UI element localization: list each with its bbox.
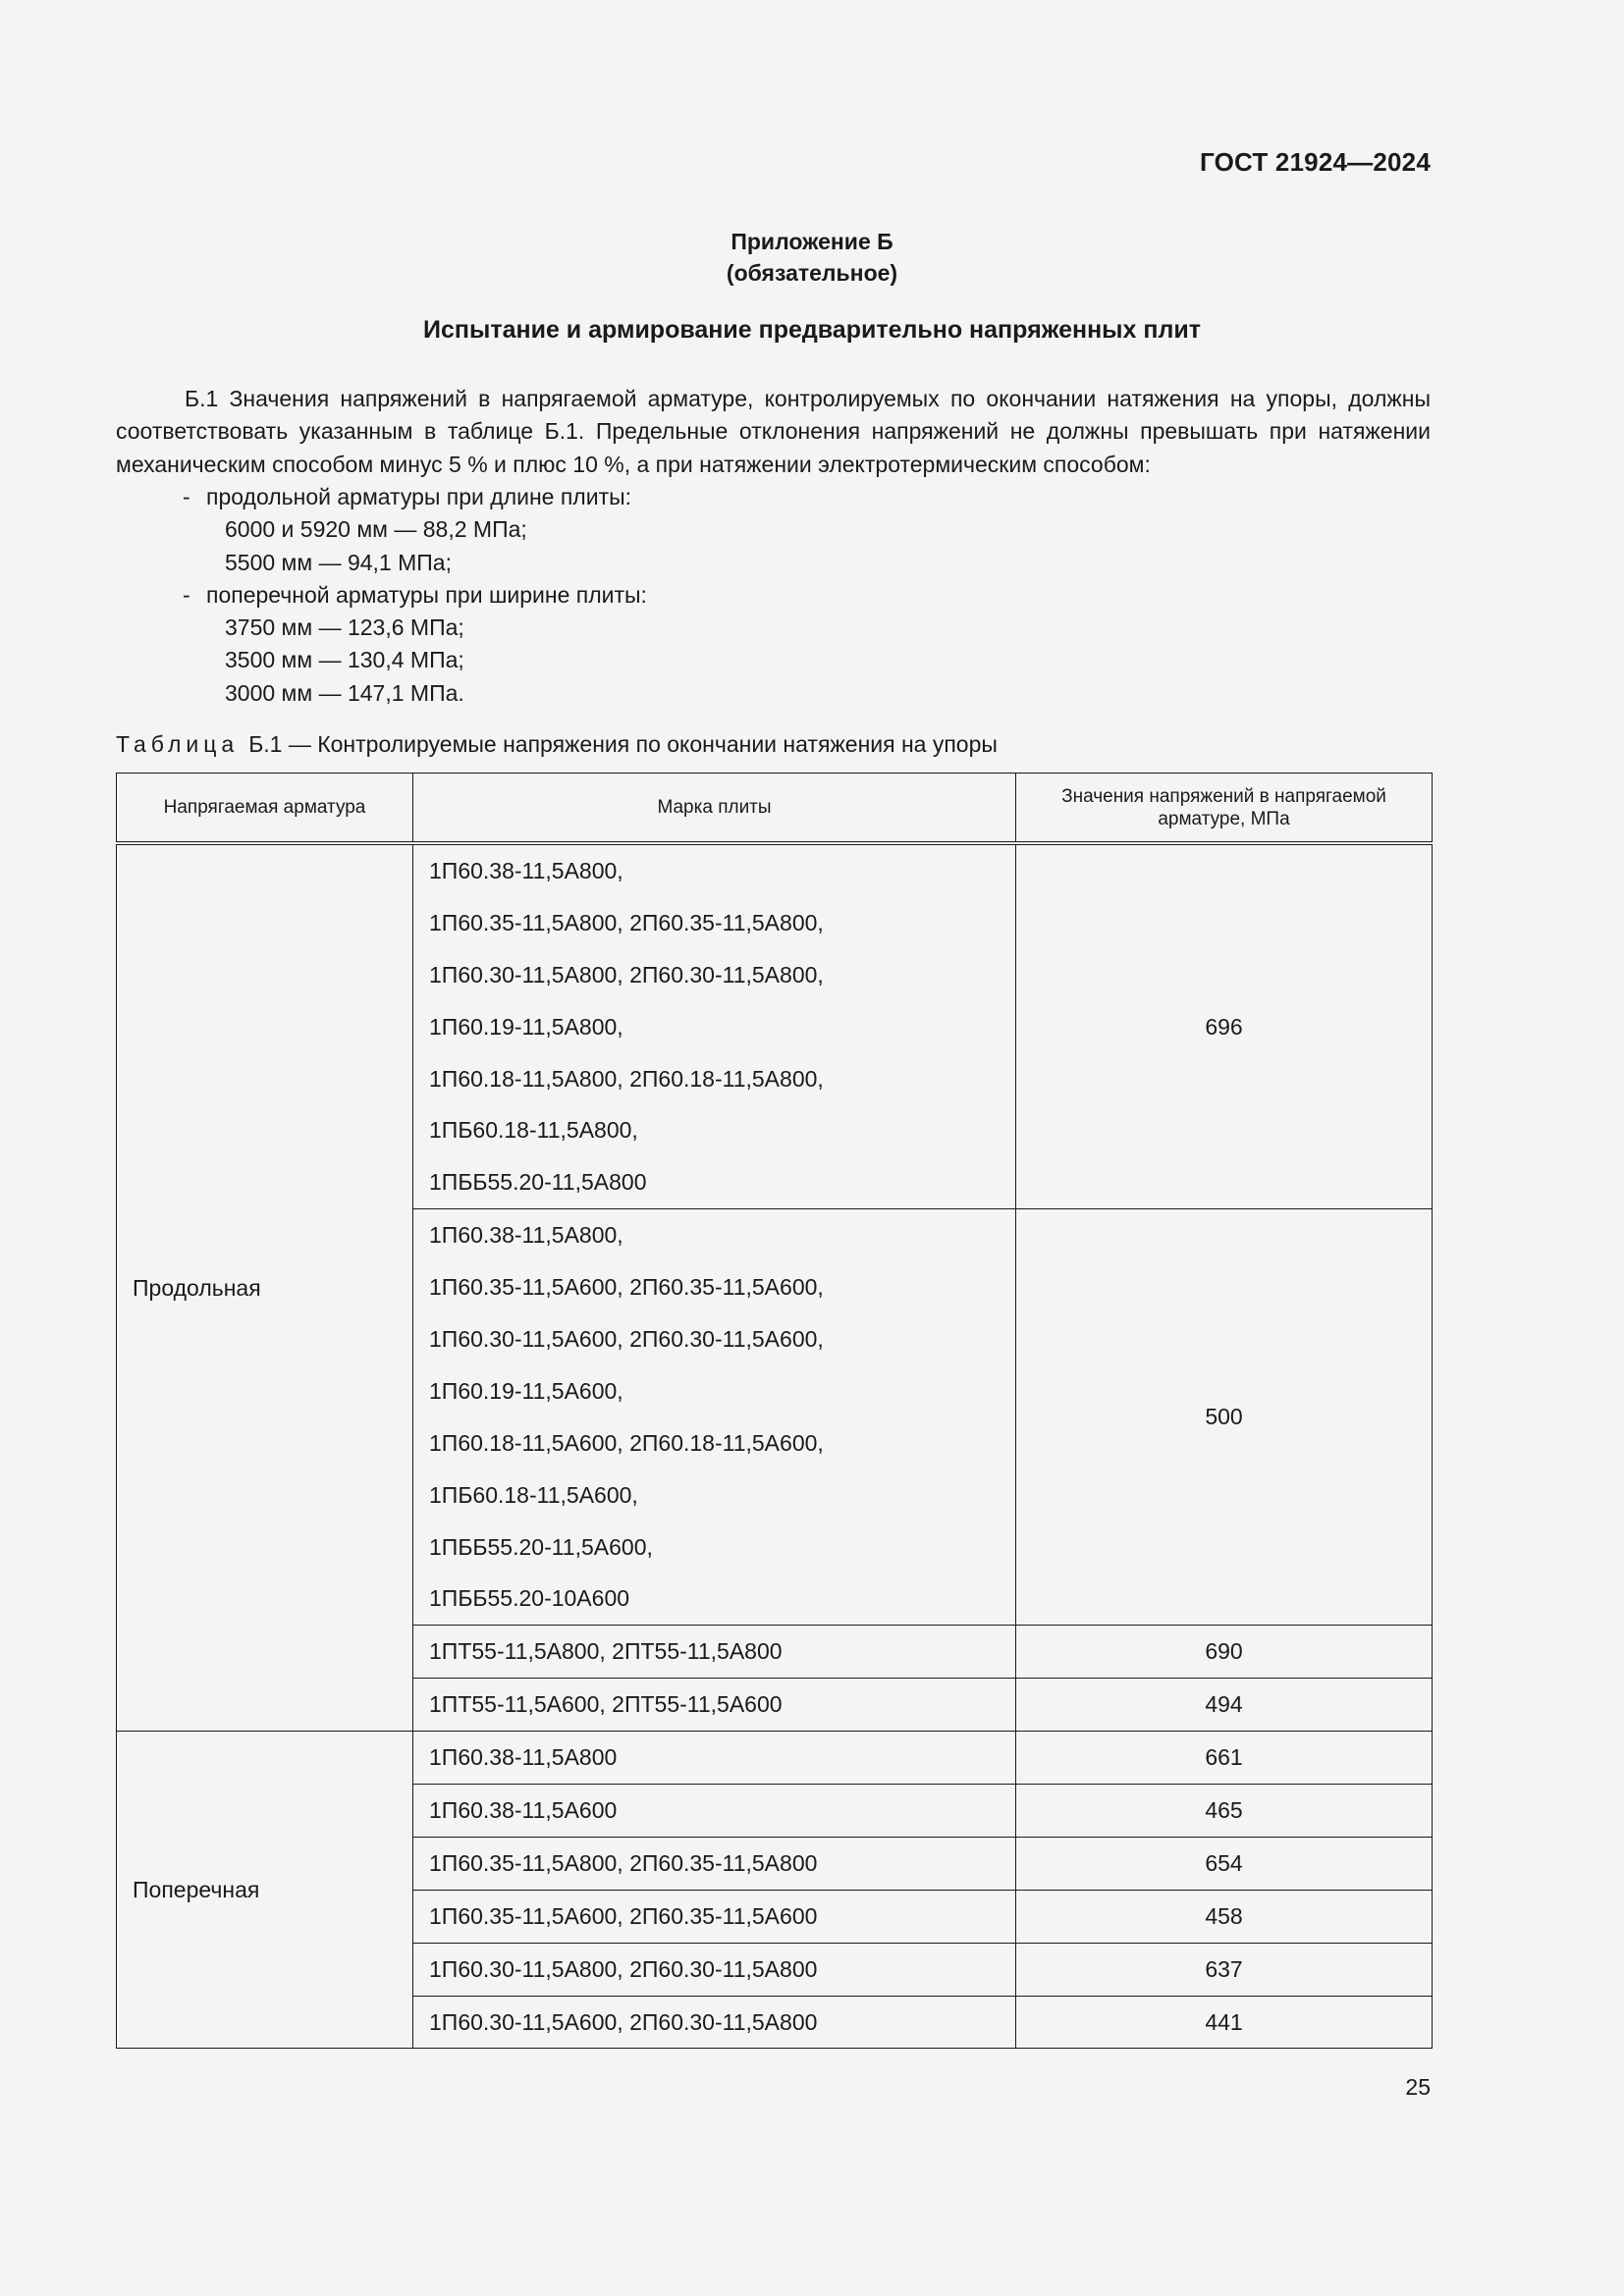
appendix-status: (обязательное) (726, 260, 898, 286)
header-stress-value: Значения напряжений в напрягаемой арматуре, МПа (1016, 774, 1433, 844)
list-item-text: поперечной арматуры при ширине плиты: (206, 581, 647, 608)
slab-brand-cell (413, 1209, 1016, 1626)
stress-value-cell: 696 (1016, 843, 1433, 1209)
reinforcement-type-cell: Поперечная (117, 1732, 413, 2049)
slab-brand-line: 1ПБ60.18-11,5А800, (429, 1117, 638, 1144)
slab-brand-cell: 1П60.38-11,5А600 (413, 1785, 1016, 1838)
stress-value-cell: 690 (1016, 1626, 1433, 1679)
list-subitem: 3000 мм — 147,1 МПа. (225, 679, 464, 706)
list-subitem: 3500 мм — 130,4 МПа; (225, 647, 464, 673)
slab-brand-cell (413, 843, 1016, 1209)
slab-brand-line: 1П60.19-11,5А800, (429, 1013, 623, 1040)
stress-value-cell: 637 (1016, 1943, 1433, 1996)
list-subitem: 3750 мм — 123,6 МПа; (225, 614, 464, 641)
slab-brand-cell: 1П60.35-11,5А800, 2П60.35-11,5А800 (413, 1837, 1016, 1890)
slab-brand-cell: 1П60.30-11,5А800, 2П60.30-11,5А800 (413, 1943, 1016, 1996)
slab-brand-line: 1ПББ55.20-11,5А800 (429, 1169, 647, 1196)
slab-brand-line: 1П60.19-11,5А600, (429, 1377, 623, 1404)
slab-brand-line: 1П60.18-11,5А600, 2П60.18-11,5А600, (429, 1429, 824, 1456)
slab-brand-line: 1П60.38-11,5А800, (429, 858, 623, 883)
slab-brand-line: 1ПББ55.20-11,5А600, (429, 1533, 653, 1560)
table-caption-text: Б.1 — Контролируемые напряжения по окончании натяжения на упоры (248, 731, 998, 757)
header-slab-brand: Марка плиты (413, 774, 1016, 844)
standard-code: ГОСТ 21924—2024 (1200, 147, 1431, 177)
paragraph-b1 (116, 383, 1431, 481)
slab-brand-line: 1ПББ55.20-10А600 (429, 1585, 630, 1612)
slab-brand-cell: 1П60.30-11,5А600, 2П60.30-11,5А800 (413, 1996, 1016, 2049)
list-item (116, 481, 647, 513)
list-dash: - (183, 581, 190, 608)
stress-value-cell: 661 (1016, 1732, 1433, 1785)
table-header-row (117, 774, 1433, 844)
slab-brand-line: 1П60.38-11,5А800, (429, 1222, 623, 1249)
paragraph-text: Б.1 Значения напряжений в напрягаемой арматуре, контролируемых по окончании натяжения на упоры, должны соответствовать указанным в таблице Б.1. Предельные отклонения напряжений не должны превышать при натяжении механическим способом минус 5 % и плюс 10 %, а при натяжении электротермическим способом: (116, 386, 1431, 477)
slab-brand-cell: 1П60.38-11,5А800 (413, 1732, 1016, 1785)
slab-brand-cell: 1ПТ55-11,5А800, 2ПТ55-11,5А800 (413, 1626, 1016, 1679)
table-caption (116, 731, 998, 758)
slab-brand-line: 1П60.35-11,5А600, 2П60.35-11,5А600, (429, 1274, 824, 1301)
tension-list (116, 481, 647, 710)
slab-brand-cell: 1П60.35-11,5А600, 2П60.35-11,5А600 (413, 1890, 1016, 1943)
table-row (117, 843, 1433, 1209)
stress-value-cell: 500 (1016, 1209, 1433, 1626)
list-subitem: 6000 и 5920 мм — 88,2 МПа; (225, 516, 527, 543)
section-title: Испытание и армирование предварительно напряженных плит (423, 316, 1201, 344)
appendix-title: Приложение Б (731, 229, 893, 254)
stress-value-cell: 441 (1016, 1996, 1433, 2049)
appendix-heading (0, 226, 1624, 289)
list-subitem: 5500 мм — 94,1 МПа; (225, 549, 452, 575)
stress-value-cell: 654 (1016, 1837, 1433, 1890)
list-dash: - (183, 484, 190, 509)
slab-brand-line: 1П60.30-11,5А600, 2П60.30-11,5А600, (429, 1326, 824, 1353)
slab-brand-line: 1П60.30-11,5А800, 2П60.30-11,5А800, (429, 961, 824, 988)
list-item (116, 579, 647, 612)
header-reinforcement: Напрягаемая арматура (117, 774, 413, 844)
table-caption-label: Таблица (116, 731, 240, 757)
page-number: 25 (1405, 2074, 1431, 2100)
table-row (117, 1732, 1433, 1785)
stress-value-cell: 494 (1016, 1679, 1433, 1732)
slab-brand-line: 1ПБ60.18-11,5А600, (429, 1481, 638, 1508)
list-item-text: продольной арматуры при длине плиты: (206, 484, 632, 509)
stress-value-cell: 465 (1016, 1785, 1433, 1838)
stress-value-cell: 458 (1016, 1890, 1433, 1943)
slab-brand-line: 1П60.18-11,5А800, 2П60.18-11,5А800, (429, 1065, 824, 1092)
reinforcement-type-cell: Продольная (117, 843, 413, 1732)
slab-brand-line: 1П60.35-11,5А800, 2П60.35-11,5А800, (429, 909, 824, 935)
slab-brand-cell: 1ПТ55-11,5А600, 2ПТ55-11,5А600 (413, 1679, 1016, 1732)
stress-table (116, 773, 1433, 2049)
